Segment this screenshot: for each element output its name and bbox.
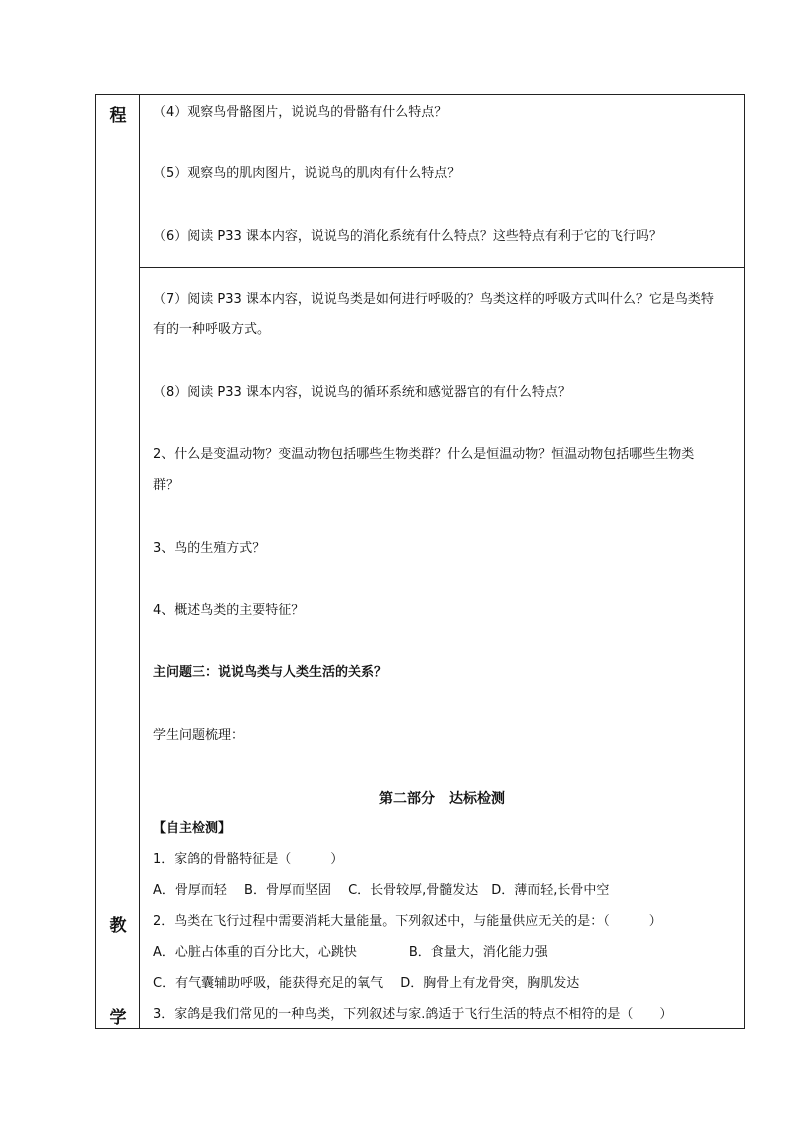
question-2-line-1: 2、什么是变温动物？变温动物包括哪些生物类群？什么是恒温动物？恒温动物包括哪些生物类 <box>153 447 695 462</box>
main-question-three: 主问题三：说说鸟类与人类生活的关系？ <box>153 665 388 680</box>
left-label-jiao: 教 <box>109 916 127 936</box>
question-3-reproduction: 3、鸟的生殖方式？ <box>153 541 266 556</box>
question-4-features: 4、概述鸟类的主要特征？ <box>153 603 305 618</box>
left-label-column <box>96 95 140 1028</box>
test-question-2-options-ab: A．心脏占体重的百分比大，心跳快 B．食量大，消化能力强 <box>153 945 548 960</box>
self-test-heading: 【自主检测】 <box>153 821 232 836</box>
question-6-digestion: （6）阅读 P33 课本内容，说说鸟的消化系统有什么特点？这些特点有利于它的飞行吗？ <box>153 229 662 244</box>
question-8-circulation: （8）阅读 P33 课本内容，说说鸟的循环系统和感觉器官的有什么特点？ <box>153 385 571 400</box>
question-5-muscle: （5）观察鸟的肌肉图片，说说鸟的肌肉有什么特点？ <box>153 166 461 181</box>
left-label-xue: 学 <box>109 1008 127 1028</box>
test-question-1-options: A．骨厚而轻 B．骨厚而坚固 C．长骨较厚,骨髓发达 D．薄而轻,长骨中空 <box>153 883 610 898</box>
question-7-line-1: （7）阅读 P33 课本内容，说说鸟类是如何进行呼吸的？鸟类这样的呼吸方式叫什么？它是鸟类特 <box>153 292 714 307</box>
student-review-label: 学生问题梳理： <box>153 728 245 743</box>
question-4-skeleton: （4）观察鸟骨骼图片，说说鸟的骨骼有什么特点？ <box>153 105 448 120</box>
left-label-cheng: 程 <box>109 106 127 126</box>
test-question-2-options-cd: C．有气囊辅助呼吸，能获得充足的氧气 D．胸骨上有龙骨突，胸肌发达 <box>153 976 580 991</box>
test-question-3: 3．家鸽是我们常见的一种鸟类，下列叙述与家.鸽适于飞行生活的特点不相符的是（ ） <box>153 1007 673 1022</box>
section-divider <box>140 267 744 268</box>
lesson-table <box>95 94 745 1029</box>
test-question-1: 1．家鸽的骨骼特征是（ ） <box>153 852 344 867</box>
test-question-2: 2．鸟类在飞行过程中需要消耗大量能量。下列叙述中，与能量供应无关的是：（ ） <box>153 914 662 929</box>
question-2-line-2: 群？ <box>153 478 180 493</box>
question-7-line-2: 有的一种呼吸方式。 <box>153 322 271 337</box>
part-two-title: 第二部分 达标检测 <box>379 791 505 807</box>
